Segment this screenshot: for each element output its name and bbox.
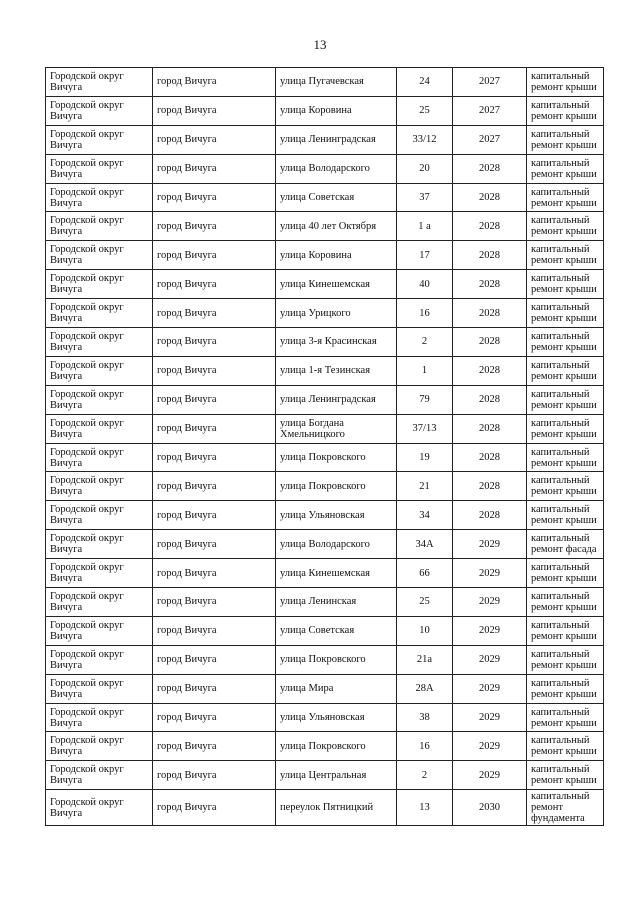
table-row [46, 125, 604, 154]
house-number-cell: 79 [397, 385, 453, 414]
table-row [46, 299, 604, 328]
table-row [46, 356, 604, 385]
city-cell: город Вичуга [153, 414, 276, 443]
street-cell: улица Ульяновская [276, 501, 397, 530]
street-cell: улица Ленинградская [276, 125, 397, 154]
district-cell: Городской округ Вичуга [46, 530, 153, 559]
table-row [46, 674, 604, 703]
district-cell: Городской округ Вичуга [46, 645, 153, 674]
city-cell: город Вичуга [153, 501, 276, 530]
table-row [46, 68, 604, 97]
street-cell: улица Кинешемская [276, 559, 397, 588]
street-cell: улица Коровина [276, 96, 397, 125]
street-cell: улица Ленинградская [276, 385, 397, 414]
year-cell: 2028 [453, 299, 527, 328]
table-row [46, 703, 604, 732]
table-row [46, 790, 604, 826]
work-type-cell: капитальный ремонт фундамента [527, 790, 604, 826]
table-row [46, 270, 604, 299]
work-type-cell: капитальный ремонт крыши [527, 414, 604, 443]
district-cell: Городской округ Вичуга [46, 616, 153, 645]
house-number-cell: 28А [397, 674, 453, 703]
table-row [46, 732, 604, 761]
street-cell: улица Покровского [276, 732, 397, 761]
district-cell: Городской округ Вичуга [46, 674, 153, 703]
work-type-cell: капитальный ремонт крыши [527, 703, 604, 732]
house-number-cell: 21а [397, 645, 453, 674]
house-number-cell: 33/12 [397, 125, 453, 154]
city-cell: город Вичуга [153, 616, 276, 645]
district-cell: Городской округ Вичуга [46, 501, 153, 530]
year-cell: 2028 [453, 472, 527, 501]
street-cell: улица Центральная [276, 761, 397, 790]
house-number-cell: 37/13 [397, 414, 453, 443]
table-row [46, 501, 604, 530]
street-cell: улица Кинешемская [276, 270, 397, 299]
city-cell: город Вичуга [153, 270, 276, 299]
work-type-cell: капитальный ремонт крыши [527, 241, 604, 270]
year-cell: 2027 [453, 68, 527, 97]
table-row [46, 472, 604, 501]
year-cell: 2027 [453, 125, 527, 154]
street-cell: улица Ульяновская [276, 703, 397, 732]
city-cell: город Вичуга [153, 96, 276, 125]
year-cell: 2028 [453, 270, 527, 299]
district-cell: Городской округ Вичуга [46, 559, 153, 588]
street-cell: улица Покровского [276, 443, 397, 472]
work-type-cell: капитальный ремонт крыши [527, 501, 604, 530]
year-cell: 2029 [453, 674, 527, 703]
city-cell: город Вичуга [153, 761, 276, 790]
district-cell: Городской округ Вичуга [46, 588, 153, 617]
city-cell: город Вичуга [153, 212, 276, 241]
year-cell: 2029 [453, 616, 527, 645]
district-cell: Городской округ Вичуга [46, 732, 153, 761]
work-type-cell: капитальный ремонт крыши [527, 674, 604, 703]
year-cell: 2028 [453, 328, 527, 357]
year-cell: 2028 [453, 414, 527, 443]
district-cell: Городской округ Вичуга [46, 125, 153, 154]
city-cell: город Вичуга [153, 299, 276, 328]
work-type-cell: капитальный ремонт крыши [527, 385, 604, 414]
city-cell: город Вичуга [153, 385, 276, 414]
house-number-cell: 25 [397, 96, 453, 125]
house-number-cell: 16 [397, 299, 453, 328]
year-cell: 2027 [453, 96, 527, 125]
house-number-cell: 2 [397, 761, 453, 790]
table-row [46, 154, 604, 183]
city-cell: город Вичуга [153, 588, 276, 617]
city-cell: город Вичуга [153, 68, 276, 97]
table-row [46, 443, 604, 472]
city-cell: город Вичуга [153, 674, 276, 703]
house-number-cell: 40 [397, 270, 453, 299]
table-row [46, 761, 604, 790]
street-cell: улица Советская [276, 616, 397, 645]
house-number-cell: 10 [397, 616, 453, 645]
page-number: 13 [313, 37, 327, 52]
house-number-cell: 17 [397, 241, 453, 270]
street-cell: улица 1-я Тезинская [276, 356, 397, 385]
house-number-cell: 24 [397, 68, 453, 97]
street-cell: улица Советская [276, 183, 397, 212]
district-cell: Городской округ Вичуга [46, 154, 153, 183]
city-cell: город Вичуга [153, 703, 276, 732]
district-cell: Городской округ Вичуга [46, 443, 153, 472]
year-cell: 2028 [453, 183, 527, 212]
table-row [46, 645, 604, 674]
work-type-cell: капитальный ремонт крыши [527, 645, 604, 674]
table-row [46, 183, 604, 212]
district-cell: Городской округ Вичуга [46, 212, 153, 241]
year-cell: 2029 [453, 645, 527, 674]
house-number-cell: 37 [397, 183, 453, 212]
city-cell: город Вичуга [153, 183, 276, 212]
work-type-cell: капитальный ремонт крыши [527, 183, 604, 212]
city-cell: город Вичуга [153, 443, 276, 472]
year-cell: 2028 [453, 241, 527, 270]
work-type-cell: капитальный ремонт крыши [527, 154, 604, 183]
work-type-cell: капитальный ремонт крыши [527, 68, 604, 97]
house-number-cell: 19 [397, 443, 453, 472]
street-cell: улица Ленинская [276, 588, 397, 617]
work-type-cell: капитальный ремонт крыши [527, 732, 604, 761]
work-type-cell: капитальный ремонт крыши [527, 443, 604, 472]
work-type-cell: капитальный ремонт крыши [527, 559, 604, 588]
house-number-cell: 66 [397, 559, 453, 588]
table-row [46, 212, 604, 241]
work-type-cell: капитальный ремонт крыши [527, 212, 604, 241]
city-cell: город Вичуга [153, 645, 276, 674]
district-cell: Городской округ Вичуга [46, 385, 153, 414]
table-row [46, 616, 604, 645]
house-number-cell: 16 [397, 732, 453, 761]
house-number-cell: 1 а [397, 212, 453, 241]
work-type-cell: капитальный ремонт крыши [527, 270, 604, 299]
work-type-cell: капитальный ремонт крыши [527, 356, 604, 385]
year-cell: 2029 [453, 732, 527, 761]
table-row [46, 414, 604, 443]
city-cell: город Вичуга [153, 559, 276, 588]
year-cell: 2029 [453, 588, 527, 617]
house-number-cell: 34А [397, 530, 453, 559]
street-cell: улица 40 лет Октября [276, 212, 397, 241]
house-number-cell: 38 [397, 703, 453, 732]
city-cell: город Вичуга [153, 790, 276, 826]
district-cell: Городской округ Вичуга [46, 183, 153, 212]
house-number-cell: 21 [397, 472, 453, 501]
district-cell: Городской округ Вичуга [46, 356, 153, 385]
work-type-cell: капитальный ремонт крыши [527, 761, 604, 790]
street-cell: улица Володарского [276, 154, 397, 183]
year-cell: 2029 [453, 559, 527, 588]
work-type-cell: капитальный ремонт крыши [527, 588, 604, 617]
house-number-cell: 25 [397, 588, 453, 617]
table-row [46, 328, 604, 357]
district-cell: Городской округ Вичуга [46, 328, 153, 357]
district-cell: Городской округ Вичуга [46, 299, 153, 328]
house-number-cell: 20 [397, 154, 453, 183]
table-row [46, 530, 604, 559]
street-cell: улица Покровского [276, 645, 397, 674]
district-cell: Городской округ Вичуга [46, 472, 153, 501]
work-type-cell: капитальный ремонт крыши [527, 96, 604, 125]
house-number-cell: 1 [397, 356, 453, 385]
table-row [46, 96, 604, 125]
year-cell: 2028 [453, 443, 527, 472]
street-cell: улица Богдана Хмельницкого [276, 414, 397, 443]
repair-schedule-table [45, 67, 604, 826]
table-row [46, 588, 604, 617]
street-cell: переулок Пятницкий [276, 790, 397, 826]
work-type-cell: капитальный ремонт фасада [527, 530, 604, 559]
work-type-cell: капитальный ремонт крыши [527, 616, 604, 645]
district-cell: Городской округ Вичуга [46, 96, 153, 125]
street-cell: улица Мира [276, 674, 397, 703]
year-cell: 2029 [453, 530, 527, 559]
house-number-cell: 2 [397, 328, 453, 357]
street-cell: улица Володарского [276, 530, 397, 559]
table-row [46, 559, 604, 588]
city-cell: город Вичуга [153, 472, 276, 501]
street-cell: улица 3-я Красинская [276, 328, 397, 357]
work-type-cell: капитальный ремонт крыши [527, 328, 604, 357]
street-cell: улица Коровина [276, 241, 397, 270]
city-cell: город Вичуга [153, 530, 276, 559]
district-cell: Городской округ Вичуга [46, 414, 153, 443]
table-row [46, 385, 604, 414]
city-cell: город Вичуга [153, 154, 276, 183]
city-cell: город Вичуга [153, 125, 276, 154]
district-cell: Городской округ Вичуга [46, 761, 153, 790]
year-cell: 2030 [453, 790, 527, 826]
table-row [46, 241, 604, 270]
year-cell: 2028 [453, 212, 527, 241]
year-cell: 2028 [453, 154, 527, 183]
house-number-cell: 34 [397, 501, 453, 530]
street-cell: улица Пугачевская [276, 68, 397, 97]
district-cell: Городской округ Вичуга [46, 703, 153, 732]
table-body [46, 68, 604, 826]
district-cell: Городской округ Вичуга [46, 270, 153, 299]
city-cell: город Вичуга [153, 732, 276, 761]
house-number-cell: 13 [397, 790, 453, 826]
district-cell: Городской округ Вичуга [46, 241, 153, 270]
street-cell: улица Покровского [276, 472, 397, 501]
city-cell: город Вичуга [153, 241, 276, 270]
year-cell: 2029 [453, 703, 527, 732]
work-type-cell: капитальный ремонт крыши [527, 299, 604, 328]
year-cell: 2028 [453, 385, 527, 414]
district-cell: Городской округ Вичуга [46, 68, 153, 97]
city-cell: город Вичуга [153, 356, 276, 385]
city-cell: город Вичуга [153, 328, 276, 357]
street-cell: улица Урицкого [276, 299, 397, 328]
district-cell: Городской округ Вичуга [46, 790, 153, 826]
year-cell: 2028 [453, 501, 527, 530]
year-cell: 2029 [453, 761, 527, 790]
year-cell: 2028 [453, 356, 527, 385]
work-type-cell: капитальный ремонт крыши [527, 472, 604, 501]
work-type-cell: капитальный ремонт крыши [527, 125, 604, 154]
